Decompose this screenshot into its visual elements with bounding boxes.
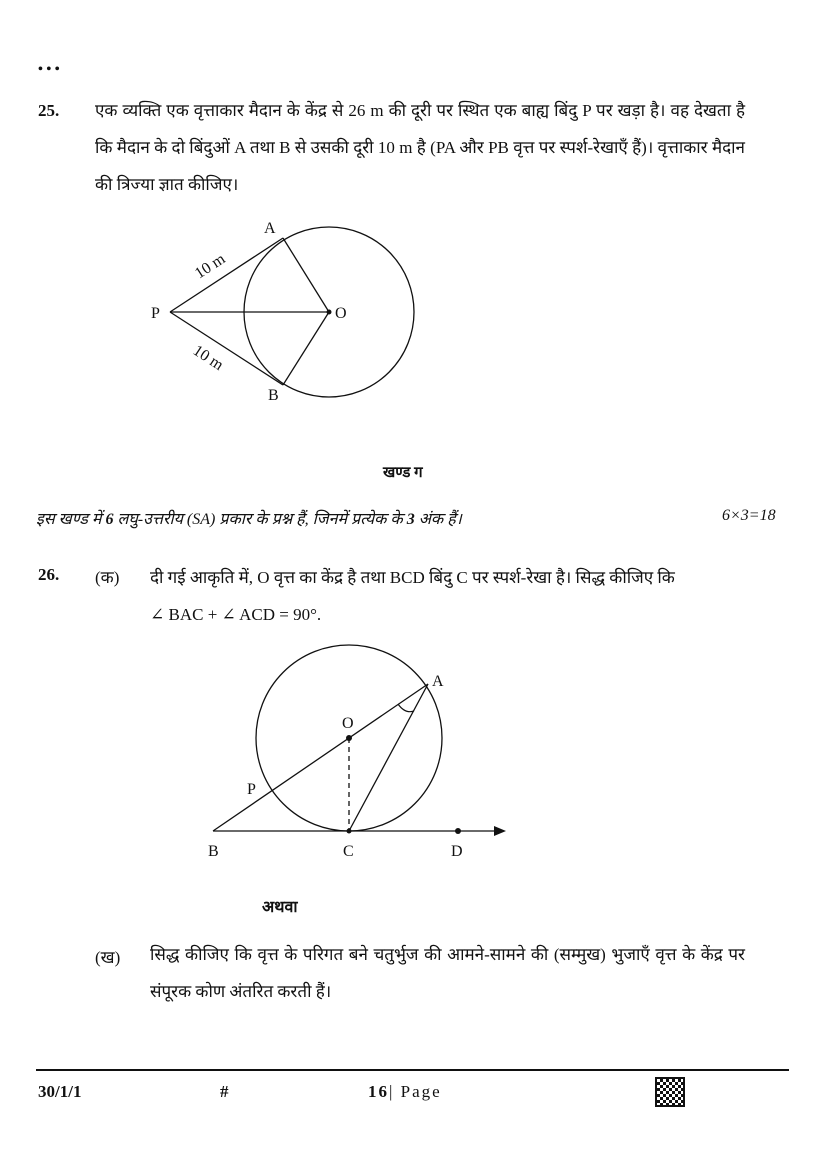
label-B: B xyxy=(268,387,279,404)
label-A2: A xyxy=(432,673,444,690)
label-PB-length: 10 m xyxy=(189,342,227,375)
part-b-label: (ख) xyxy=(95,948,121,967)
or-label: अथवा xyxy=(262,899,298,916)
part-a-equation: ∠ BAC + ∠ ACD = 90°. xyxy=(150,605,322,624)
label-PA-length: 10 m xyxy=(191,250,229,283)
angle-arc xyxy=(398,704,414,712)
instruction-text: लघु-उत्तरीय (SA) प्रकार के प्रश्न हैं, जिनमें प्रत्येक के xyxy=(113,511,407,528)
point-C xyxy=(347,829,352,834)
point-D xyxy=(455,828,461,834)
part-b-text: सिद्ध कीजिए कि वृत्त के परिगत बने चतुर्भुज की आमने-सामने की (सम्मुख) भुजाएँ वृत्त के केंद्र पर संपूरक कोण अंतरित करती हैं। xyxy=(150,945,745,1001)
section-marks-total: 6×3=18 xyxy=(722,507,776,524)
page-number xyxy=(368,1082,442,1102)
line-BA xyxy=(213,684,428,831)
center-point-2 xyxy=(346,735,352,741)
section-instruction xyxy=(36,507,462,529)
instruction-count: 6 xyxy=(105,511,114,528)
chord-CA xyxy=(349,684,428,831)
footer-divider xyxy=(36,1069,789,1071)
label-B2: B xyxy=(208,843,219,860)
page-label: | Page xyxy=(389,1082,442,1101)
label-C: C xyxy=(343,843,354,860)
part-a-label: (क) xyxy=(95,568,120,587)
instruction-text: अंक हैं। xyxy=(414,511,462,528)
arrow-icon xyxy=(494,826,506,836)
hash-mark: # xyxy=(220,1082,229,1101)
label-P: P xyxy=(151,305,160,322)
label-D: D xyxy=(451,843,463,860)
radius-OA xyxy=(283,238,329,312)
paper-code: 30/1/1 xyxy=(38,1082,82,1101)
question-number-25: 25. xyxy=(38,101,60,120)
label-P2: P xyxy=(247,781,256,798)
label-O2: O xyxy=(342,715,354,732)
continuation-dots: • • • xyxy=(38,62,60,77)
part-a-text: दी गई आकृति में, O वृत्त का केंद्र है तथा BCD बिंदु C पर स्पर्श-रेखा है। सिद्ध कीजिए कि xyxy=(150,568,675,587)
radius-OB xyxy=(283,312,329,385)
section-title: खण्ड ग xyxy=(383,465,423,481)
question-25-text: एक व्यक्ति एक वृत्ताकार मैदान के केंद्र से 26 m की दूरी पर स्थित एक बाह्य बिंदु P पर खड़ा है। वह देखता है कि मैदान के दो बिंदुओं A तथा B से उसकी दूरी 10 m है (PA और PB वृत्त पर स्पर्श-रेखाएँ हैं)। वृत्ताकार मैदान की त्रिज्या ज्ञात कीजिए। xyxy=(95,101,745,194)
instruction-text: इस खण्ड में xyxy=(36,511,106,528)
tangent-PA xyxy=(170,238,283,312)
label-A: A xyxy=(264,220,276,237)
page-number-value: 16 xyxy=(368,1082,389,1101)
qr-code-icon xyxy=(657,1079,683,1105)
tangent-PB xyxy=(170,312,283,385)
center-point xyxy=(327,310,332,315)
label-O: O xyxy=(335,305,347,322)
instruction-marks: 3 xyxy=(406,511,415,528)
question-number-26: 26. xyxy=(38,565,60,584)
